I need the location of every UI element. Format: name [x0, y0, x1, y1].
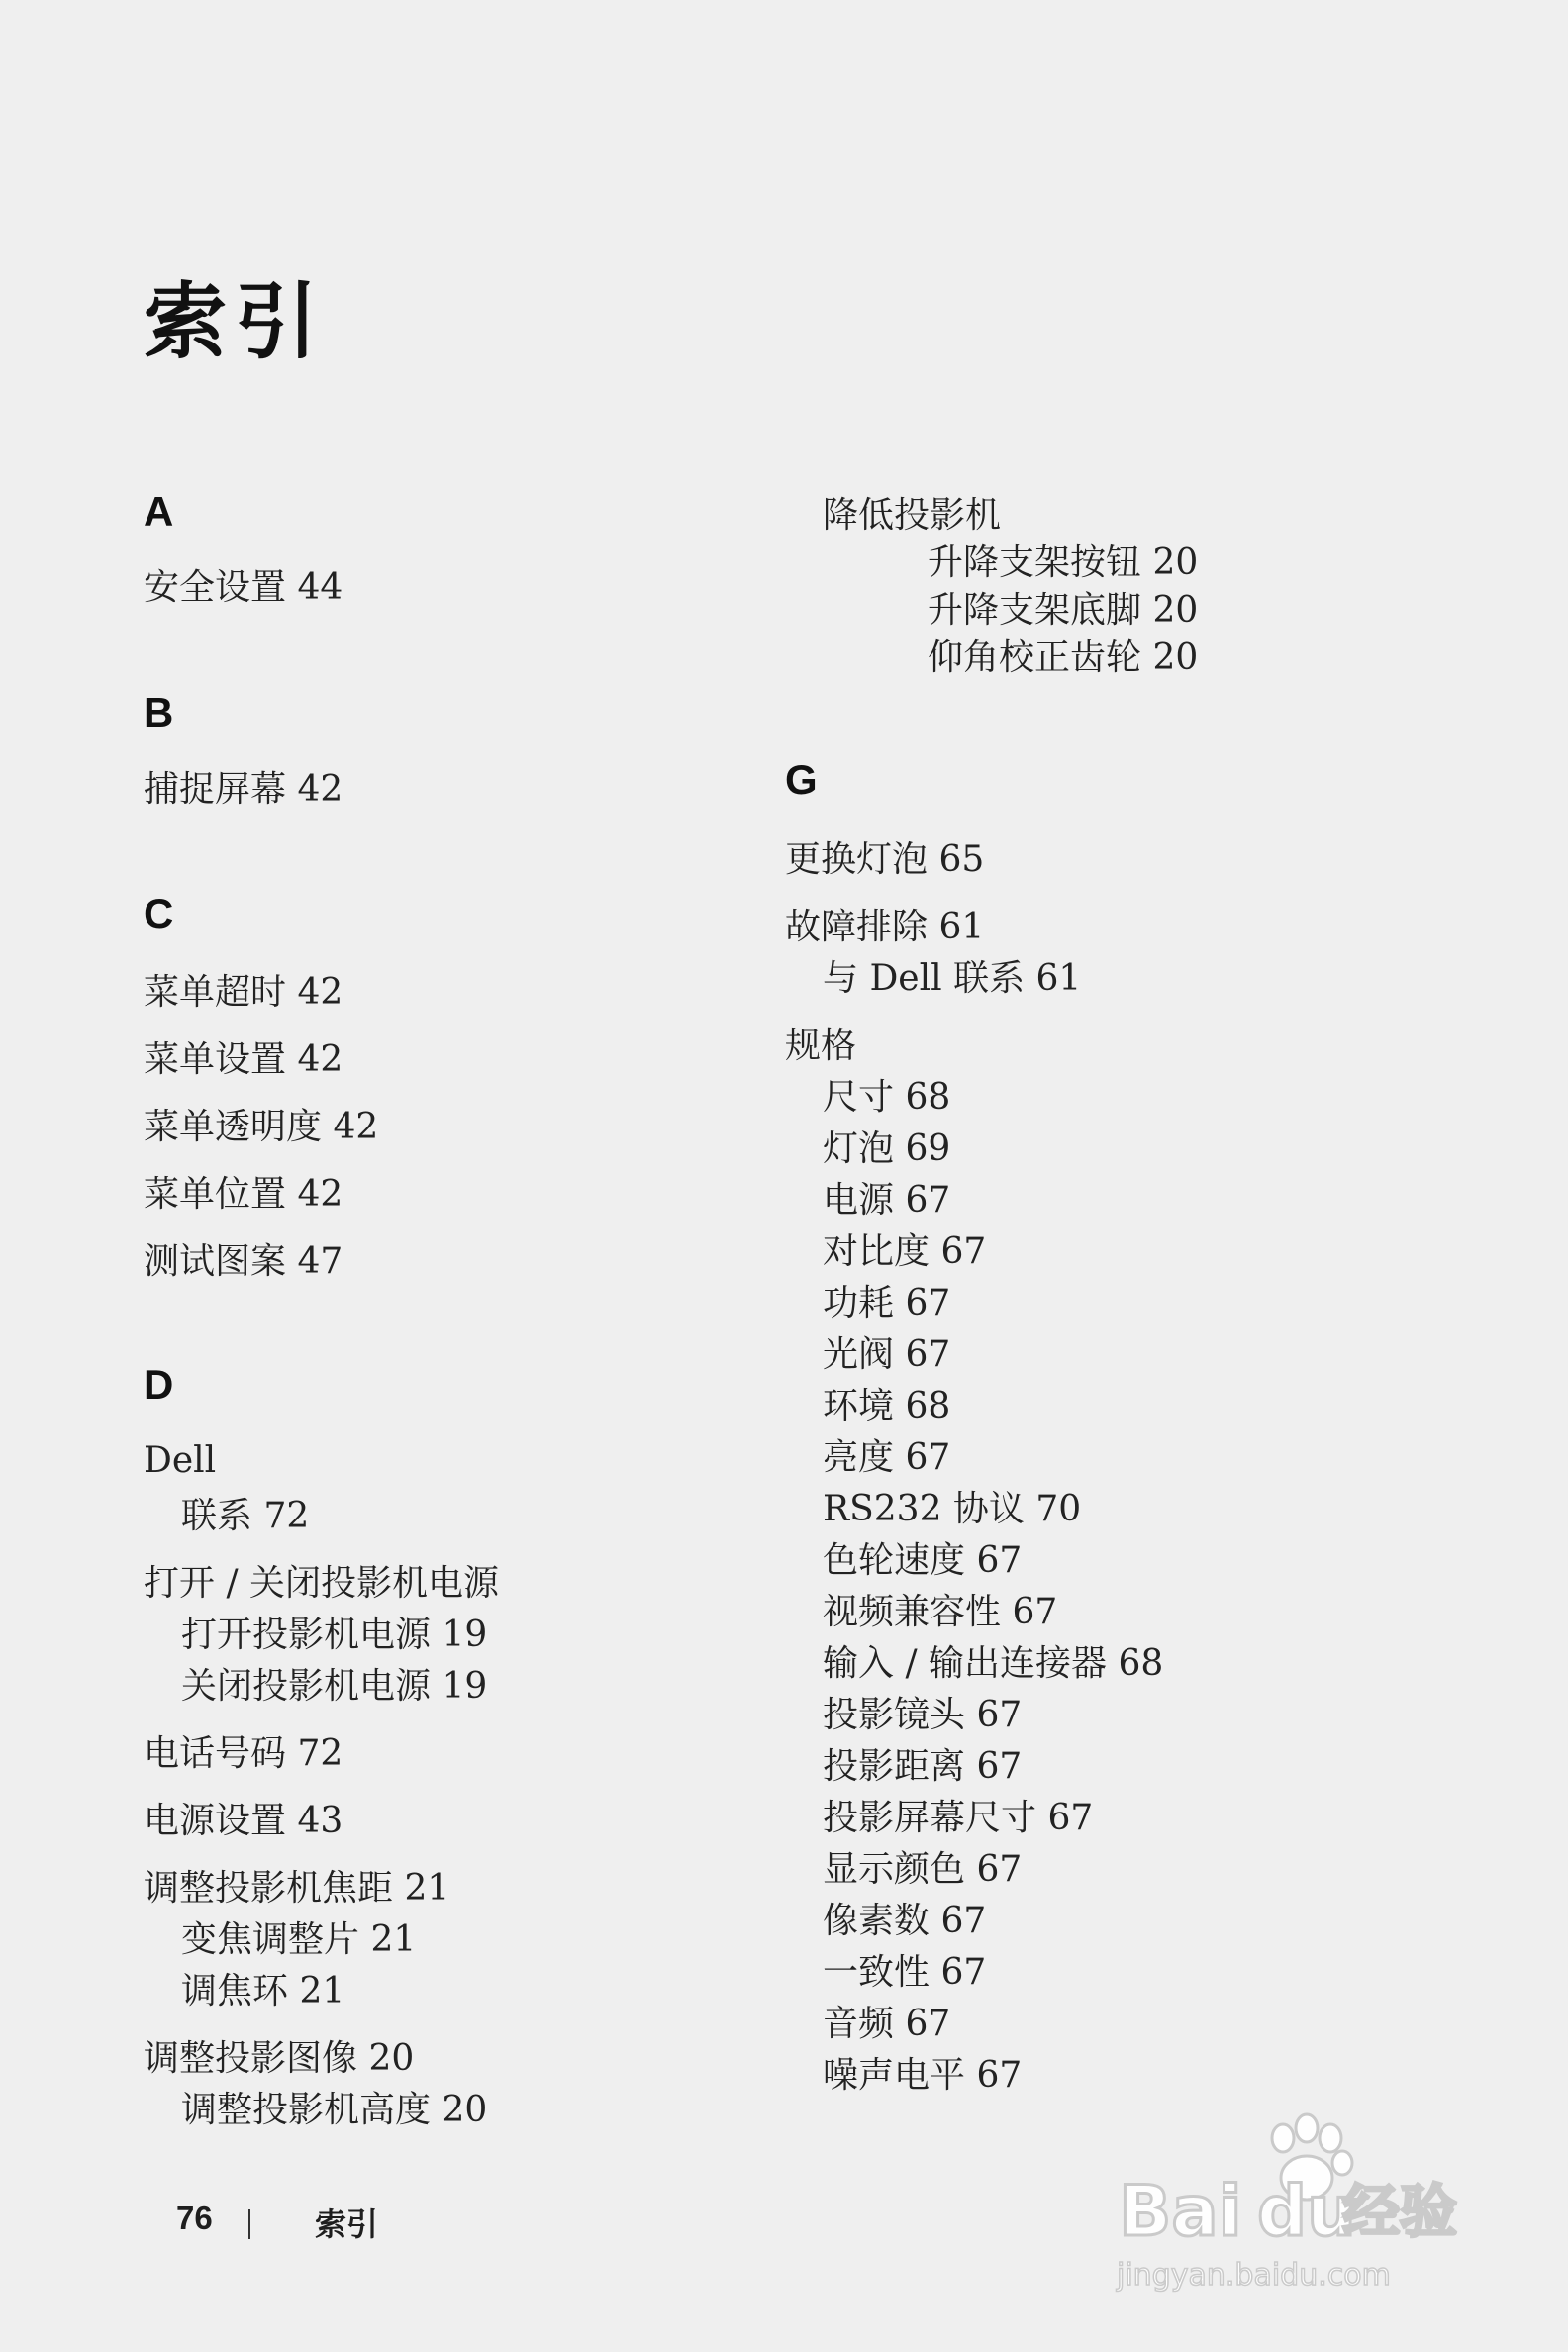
index-entry: 打开 / 关闭投影机电源: [144, 1563, 500, 1604]
watermark-url: jingyan.baidu.com: [1117, 2258, 1391, 2293]
index-entry: 菜单位置 42: [144, 1174, 343, 1215]
index-subsubentry: 升降支架按钮 20: [928, 542, 1199, 583]
footer-section-label: 索引: [315, 2205, 379, 2243]
watermark-brand-bai: Bai: [1119, 2171, 1242, 2252]
index-subentry: 关闭投影机电源 19: [181, 1666, 488, 1707]
index-subentry: 亮度 67: [823, 1437, 951, 1478]
index-subentry: 调整投影机高度 20: [181, 2090, 488, 2130]
index-subentry: 音频 67: [823, 2004, 951, 2044]
page-number: 76: [176, 2200, 213, 2236]
index-subentry: 光阀 67: [823, 1334, 951, 1375]
watermark-brand-du: du: [1257, 2171, 1356, 2252]
index-subentry: 投影距离 67: [823, 1746, 1023, 1787]
index-entry: 调整投影机焦距 21: [144, 1868, 450, 1909]
index-subentry: 显示颜色 67: [823, 1849, 1023, 1890]
index-subentry: 输入 / 输出连接器 68: [823, 1643, 1164, 1684]
index-entry: 电话号码 72: [144, 1733, 343, 1774]
page-title: 索引: [144, 273, 327, 370]
section-letter-a: A: [144, 488, 174, 535]
index-entry: 电源设置 43: [144, 1801, 343, 1841]
index-entry: 测试图案 47: [144, 1241, 343, 1282]
index-subentry: 投影镜头 67: [823, 1695, 1023, 1735]
index-entry: 菜单设置 42: [144, 1039, 343, 1080]
index-subentry: 与 Dell 联系 61: [823, 958, 1082, 999]
watermark-brand-cn: 经验: [1342, 2178, 1458, 2245]
index-subsubentry: 仰角校正齿轮 20: [928, 637, 1199, 678]
index-subsubentry: 升降支架底脚 20: [928, 590, 1199, 631]
index-subentry: 投影屏幕尺寸 67: [823, 1798, 1094, 1838]
index-subentry: 一致性 67: [823, 1952, 987, 1993]
index-entry: 菜单透明度 42: [144, 1107, 379, 1147]
index-entry: 安全设置 44: [144, 567, 343, 608]
section-letter-b: B: [144, 689, 174, 735]
index-subentry: RS232 协议 70: [823, 1489, 1082, 1529]
index-subentry: 变焦调整片 21: [181, 1919, 417, 1960]
index-entry: 菜单超时 42: [144, 972, 343, 1013]
index-subentry: 电源 67: [823, 1180, 951, 1221]
footer-divider: [248, 2209, 250, 2239]
index-subentry: 视频兼容性 67: [823, 1592, 1058, 1632]
baidu-jingyan-watermark: [1109, 2108, 1485, 2297]
index-entry: 规格: [785, 1026, 857, 1066]
index-subentry: 噪声电平 67: [823, 2055, 1023, 2096]
index-subentry: 调焦环 21: [181, 1971, 345, 2011]
index-entry: 调整投影图像 20: [144, 2038, 415, 2079]
index-subentry: 像素数 67: [823, 1901, 987, 1941]
section-letter-c: C: [144, 890, 174, 936]
index-subentry: 灯泡 69: [823, 1128, 951, 1169]
index-entry: 捕捉屏幕 42: [144, 769, 343, 810]
section-letter-d: D: [144, 1361, 174, 1408]
index-entry: 故障排除 61: [785, 907, 985, 947]
section-letter-g: G: [785, 756, 818, 803]
index-subentry: 功耗 67: [823, 1283, 951, 1323]
index-subentry: 色轮速度 67: [823, 1540, 1023, 1581]
index-subentry: 联系 72: [181, 1496, 310, 1536]
index-subentry: 对比度 67: [823, 1231, 987, 1272]
index-subentry: 环境 68: [823, 1386, 951, 1426]
index-subentry: 降低投影机: [823, 495, 1002, 536]
index-entry: 更换灯泡 65: [785, 839, 985, 880]
index-entry: Dell: [144, 1440, 217, 1481]
index-subentry: 尺寸 68: [823, 1077, 951, 1118]
index-subentry: 打开投影机电源 19: [181, 1615, 488, 1655]
